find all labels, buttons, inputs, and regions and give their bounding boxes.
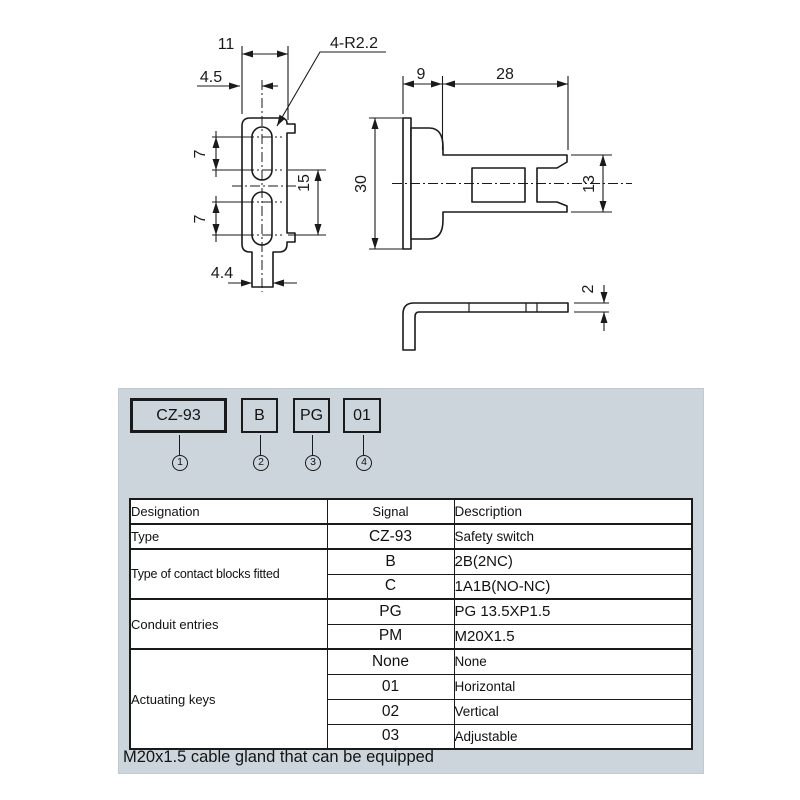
ordering-info-panel — [118, 388, 704, 774]
position-marker-2: 2 — [253, 455, 269, 471]
cell-designation: Type of contact blocks fitted — [130, 549, 327, 599]
dim-flange-height: 30 — [353, 175, 370, 193]
position-marker-1: 1 — [172, 455, 188, 471]
cell-description: PG 13.5XP1.5 — [454, 599, 692, 624]
dim-flange-depth: 9 — [416, 66, 426, 83]
cell-signal: PG — [327, 599, 454, 624]
model-code-conduit-label: PG — [299, 406, 324, 424]
cell-description: None — [454, 649, 692, 674]
model-code-type-label: CZ-93 — [156, 406, 201, 424]
cell-signal: C — [327, 574, 454, 599]
dim-slot-length-bottom: 7 — [192, 214, 209, 224]
cell-description: Safety switch — [454, 524, 692, 549]
dim-fork-height: 13 — [581, 175, 598, 193]
dim-slot-offset: 4.5 — [199, 69, 223, 86]
model-code-key-label: 01 — [353, 406, 371, 424]
cell-description: Horizontal — [454, 674, 692, 699]
connector-line-2 — [260, 435, 261, 457]
cell-signal: PM — [327, 624, 454, 649]
cable-gland-footnote: M20x1.5 cable gland that can be equipped — [123, 748, 434, 766]
cell-signal: 01 — [327, 674, 454, 699]
dim-plate-width: 11 — [217, 36, 235, 53]
cell-designation: Type — [130, 524, 327, 549]
cell-description: 1A1B(NO-NC) — [454, 574, 692, 599]
dim-slot-length-top: 7 — [192, 149, 209, 159]
table-row — [130, 649, 692, 674]
cell-signal: B — [327, 549, 454, 574]
model-code-box-key — [343, 398, 381, 433]
front-view-dimensions — [197, 46, 386, 283]
cell-designation: Actuating keys — [130, 649, 327, 749]
header-signal: Signal — [327, 499, 454, 524]
cell-signal: 03 — [327, 724, 454, 749]
dim-head-length: 28 — [496, 66, 514, 83]
cell-signal: None — [327, 649, 454, 674]
cell-description: Vertical — [454, 699, 692, 724]
spec-table — [129, 498, 693, 750]
connector-line-3 — [312, 435, 313, 457]
connector-line-1 — [179, 435, 180, 457]
cell-description: M20X1.5 — [454, 624, 692, 649]
thickness-view — [403, 303, 568, 350]
dim-slot-pitch: 15 — [296, 174, 313, 192]
model-code-box-conduit — [293, 398, 330, 433]
cell-designation: Conduit entries — [130, 599, 327, 649]
model-code-box-type — [130, 398, 227, 433]
dim-stem-width: 4.4 — [210, 265, 234, 282]
technical-drawing — [0, 0, 800, 390]
connector-line-4 — [363, 435, 364, 457]
cell-signal: CZ-93 — [327, 524, 454, 549]
table-row — [130, 549, 692, 574]
cell-signal: 02 — [327, 699, 454, 724]
thickness-arrowheads — [601, 292, 608, 323]
model-code-box-contacts — [241, 398, 278, 433]
model-code-contacts-label: B — [254, 406, 265, 424]
key-bracket-outline — [403, 303, 568, 350]
dim-key-thickness: 2 — [580, 284, 597, 294]
table-row — [130, 524, 692, 549]
cell-description: Adjustable — [454, 724, 692, 749]
dim-corner-radius-callout: 4-R2.2 — [329, 35, 379, 52]
header-designation: Designation — [130, 499, 327, 524]
header-description: Description — [454, 499, 692, 524]
position-marker-3: 3 — [305, 455, 321, 471]
cell-description: 2B(2NC) — [454, 549, 692, 574]
table-row — [130, 599, 692, 624]
position-marker-4: 4 — [356, 455, 372, 471]
table-header-row — [130, 499, 692, 524]
